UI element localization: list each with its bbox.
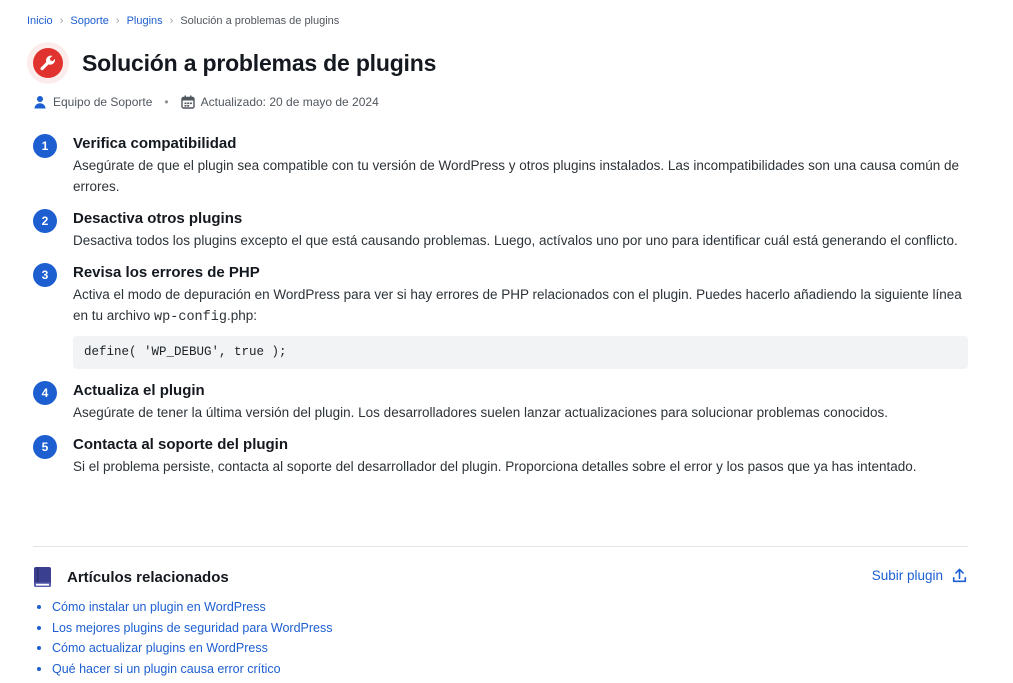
breadcrumb-separator-icon: › xyxy=(115,15,120,27)
related-article-link[interactable]: Los mejores plugins de seguridad para WordPress xyxy=(52,620,333,635)
upload-plugin-button[interactable] xyxy=(872,568,967,583)
step-text-part: Activa el modo de depuración en WordPress para ver si hay errores de PHP relacionados con el plugin. Puedes hacerlo añadiendo la siguiente línea en tu archivo xyxy=(73,287,962,323)
article-meta xyxy=(33,95,379,109)
code-snippet[interactable]: define( 'WP_DEBUG', true ); xyxy=(73,336,968,369)
book-icon xyxy=(33,566,53,588)
step-item xyxy=(33,262,968,369)
breadcrumb-link-soporte[interactable]: Soporte xyxy=(70,15,109,27)
list-item xyxy=(37,597,332,618)
config-filename: wp-config xyxy=(154,310,227,325)
related-articles-header xyxy=(33,566,229,588)
breadcrumb xyxy=(27,14,339,28)
user-icon xyxy=(33,95,47,109)
step-title: Desactiva otros plugins xyxy=(73,210,243,227)
calendar-icon xyxy=(181,95,195,109)
list-item xyxy=(37,638,332,659)
step-title: Revisa los errores de PHP xyxy=(73,264,260,281)
breadcrumb-separator-icon: › xyxy=(59,15,64,27)
step-title: Actualiza el plugin xyxy=(73,382,205,399)
step-number-badge: 3 xyxy=(33,263,57,287)
related-article-link[interactable]: Qué hacer si un plugin causa error crítico xyxy=(52,661,281,676)
list-item xyxy=(37,618,332,639)
step-number-badge: 2 xyxy=(33,209,57,233)
related-articles-title: Artículos relacionados xyxy=(67,568,229,586)
breadcrumb-link-plugins[interactable]: Plugins xyxy=(126,15,163,27)
updated-date: Actualizado: 20 de mayo de 2024 xyxy=(200,95,379,109)
step-text: Asegúrate de que el plugin sea compatible con tu versión de WordPress y otros plugins instalados. Las incompatibilidades son una causa común de errores. xyxy=(73,158,960,194)
upload-plugin-label: Subir plugin xyxy=(871,568,943,583)
step-title: Verifica compatibilidad xyxy=(73,135,237,152)
step-item xyxy=(33,380,968,423)
page-title: Solución a problemas de plugins xyxy=(82,49,437,76)
wrench-icon xyxy=(27,42,69,84)
related-article-link[interactable]: Cómo instalar un plugin en WordPress xyxy=(52,600,266,614)
author-name: Equipo de Soporte xyxy=(53,95,153,109)
section-divider xyxy=(33,546,968,547)
breadcrumb-separator-icon: › xyxy=(169,15,174,27)
breadcrumb-link-inicio[interactable]: Inicio xyxy=(27,15,53,27)
step-text: Asegúrate de tener la última versión del plugin. Los desarrolladores suelen lanzar actualizaciones para solucionar problemas conocidos. xyxy=(73,405,888,420)
meta-separator: • xyxy=(164,95,169,109)
troubleshooting-steps xyxy=(33,133,968,488)
breadcrumb-current: Solución a problemas de plugins xyxy=(180,15,340,27)
step-text xyxy=(73,284,968,328)
list-item xyxy=(37,659,332,680)
step-number-badge: 5 xyxy=(33,435,57,459)
step-number-badge: 4 xyxy=(33,381,57,405)
step-item xyxy=(33,434,968,477)
related-articles-list xyxy=(37,597,332,679)
related-article-link[interactable]: Cómo actualizar plugins en WordPress xyxy=(52,641,268,655)
step-item xyxy=(33,208,968,251)
page-header xyxy=(27,42,436,84)
step-item xyxy=(33,133,968,197)
step-title: Contacta al soporte del plugin xyxy=(73,436,289,453)
step-text: Si el problema persiste, contacta al soporte del desarrollador del plugin. Proporciona detalles sobre el error y los pasos que ya has intentado. xyxy=(73,459,917,474)
step-number-badge: 1 xyxy=(33,134,57,158)
step-text-part: .php: xyxy=(226,308,257,323)
step-text: Desactiva todos los plugins excepto el que está causando problemas. Luego, actívalos uno por uno para identificar cuál está generando el conflicto. xyxy=(73,233,958,248)
upload-icon xyxy=(952,568,967,583)
